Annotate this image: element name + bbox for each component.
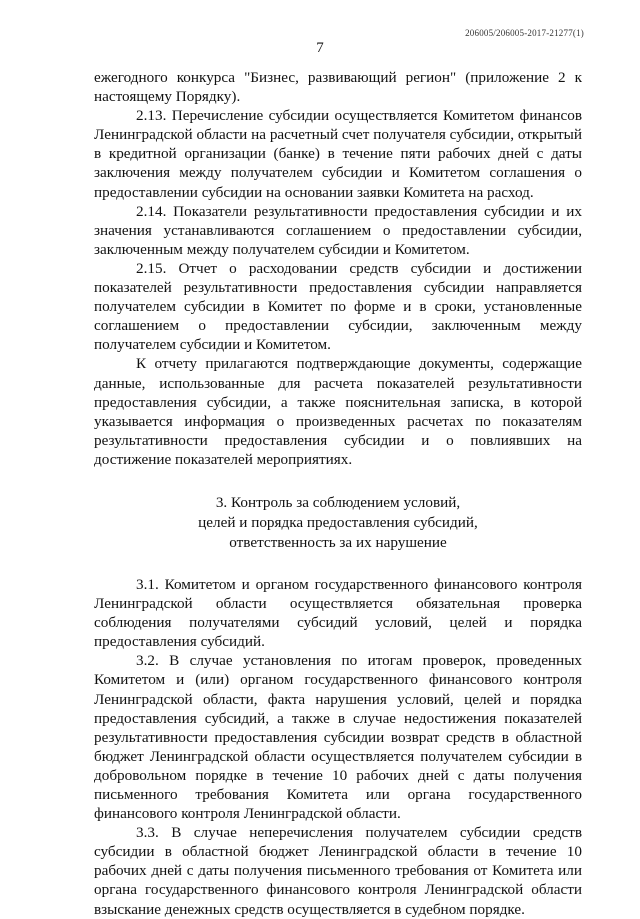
paragraph-3-2: 3.2. В случае установления по итогам проверок, проведенных Комитетом и (или) органом государственного финансового контроля Ленинградской области, факта нарушения условий, целей и порядка предоставления субсидий, а также в случае недостижения показателей результативности предоставления субсидии возврат средств в областной бюджет Ленинградской области осуществляется получателем субсидии в добровольном порядке в течение 10 рабочих дней с даты получения письменного требования Комитета или органа государственного финансового контроля Ленинградской области. xyxy=(94,652,582,823)
section-heading-line-1: 3. Контроль за соблюдением условий, xyxy=(215,493,461,511)
document-body xyxy=(94,68,582,919)
paragraph-2-15: 2.15. Отчет о расходовании средств субсидии и достижении показателей результативности предоставления субсидии направляется получателем субсидии в Комитет по форме и в сроки, установленные соглашением о предоставлении субсидии, заключенным между получателем субсидии и Комитетом. xyxy=(94,259,582,354)
paragraph-3-3: 3.3. В случае неперечисления получателем субсидии средств субсидии в областной бюджет Ленинградской области в течение 10 рабочих дней с даты получения письменного требования от Комитета или органа государственного финансового контроля Ленинградской области взыскание денежных средств осуществляется в судебном порядке. xyxy=(94,824,582,918)
document-code: 206005/206005-2017-21277(1) xyxy=(465,28,584,38)
paragraph-2-13: 2.13. Перечисление субсидии осуществляется Комитетом финансов Ленинградской области на расчетный счет получателя субсидии, открытый в кредитной организации (банке) в течение пяти рабочих дней с даты заключения между получателем субсидии и Комитетом соглашения о предоставлении субсидии на основании заявки Комитета на расход. xyxy=(94,107,582,201)
paragraph-3-1: 3.1. Комитетом и органом государственного финансового контроля Ленинградской области осуществляется обязательная проверка соблюдения получателями субсидий условий, целей и порядка предоставления субсидий. xyxy=(94,575,582,651)
paragraph-2-14: 2.14. Показатели результативности предоставления субсидии и их значения устанавливаются соглашением о предоставлении субсидии, заключенным между получателем субсидии и Комитетом. xyxy=(94,202,582,258)
section-heading-line-3: ответственность за их нарушение xyxy=(229,533,447,551)
page-number: 7 xyxy=(316,40,324,56)
section-heading xyxy=(94,493,582,553)
section-heading-line-2: целей и порядка предоставления субсидий, xyxy=(198,513,478,531)
paragraph-continuation: ежегодного конкурса "Бизнес, развивающий регион" (приложение 2 к настоящему Порядку). xyxy=(94,69,582,106)
paragraph-report-attachments: К отчету прилагаются подтверждающие документы, содержащие данные, использованные для расчета показателей результативности предоставления субсидии, а также пояснительная записка, в которой указывается информация о произведенных расчетах по показателям результативности предоставления субсидии и о повлиявших на достижение показателей мероприятиях. xyxy=(94,355,582,468)
